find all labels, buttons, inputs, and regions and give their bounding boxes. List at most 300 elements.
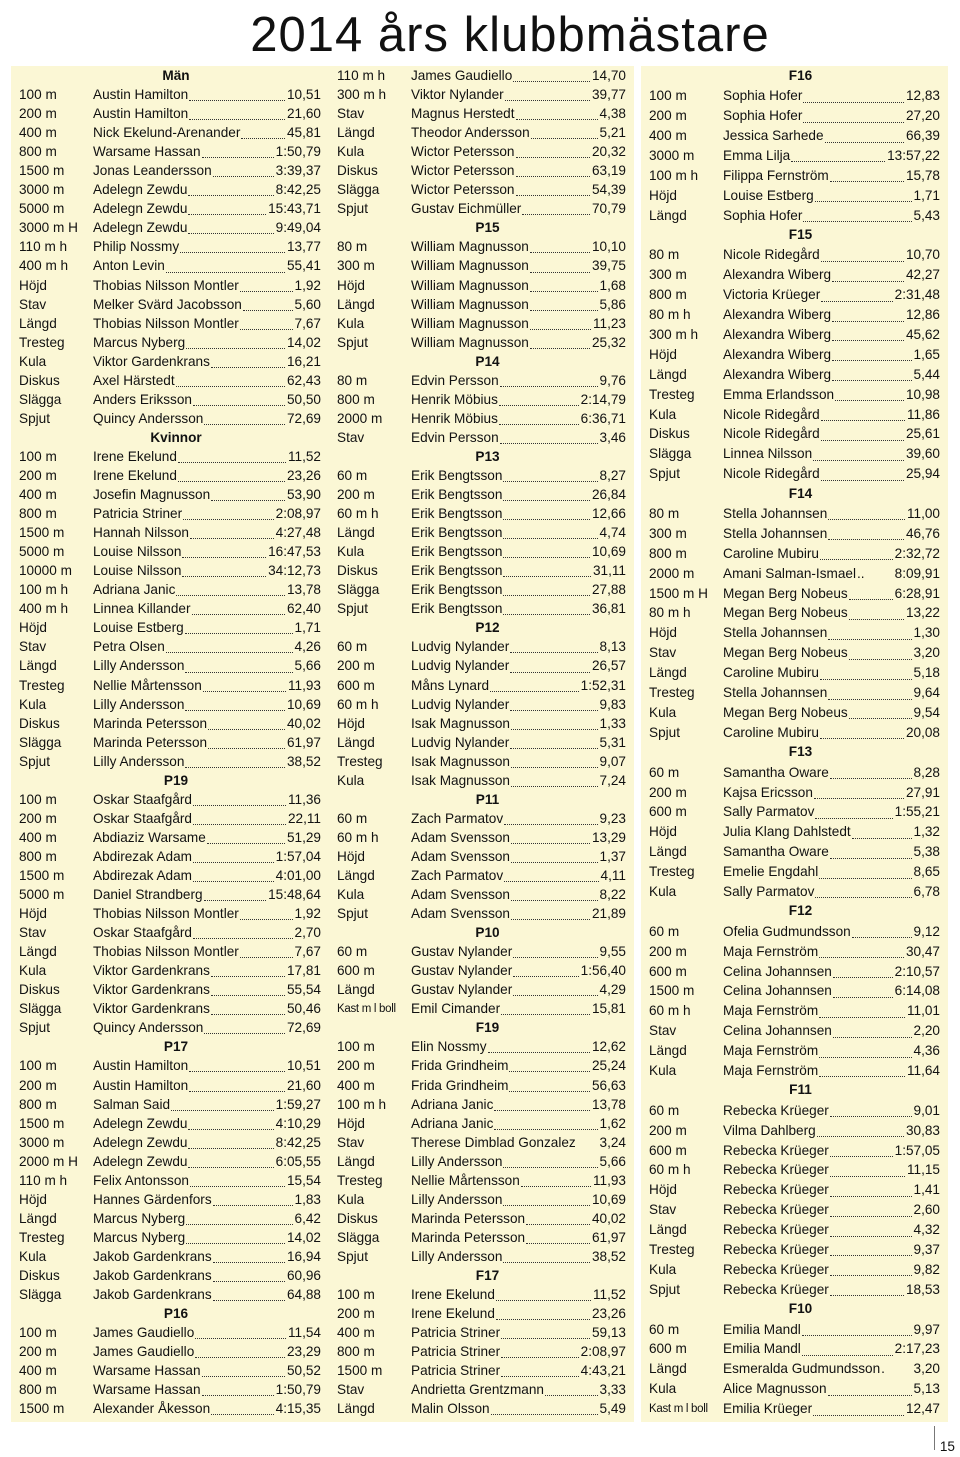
result-value: 8,28	[913, 764, 940, 780]
athlete-name: Viktor Gardenkrans	[93, 982, 210, 998]
athlete-name: Rebecka Krüeger	[723, 1241, 829, 1257]
result-row	[19, 1342, 321, 1361]
leader-dots	[830, 764, 912, 779]
athlete-name: Alexandra Wiberg	[723, 366, 832, 382]
athlete-name: Emil Cimander	[411, 1001, 501, 1017]
result-row	[337, 637, 626, 656]
leader-dots	[522, 201, 590, 216]
result-value: 18,53	[905, 1281, 940, 1297]
result-value: 4,32	[913, 1222, 940, 1238]
result-value: 9,07	[599, 753, 626, 769]
result-row	[337, 66, 626, 85]
event-name: Diskus	[649, 426, 690, 442]
leader-dots	[501, 1344, 578, 1359]
result-row	[649, 1041, 940, 1061]
result-value: 11,15	[906, 1162, 940, 1178]
athlete-name: Quincy Andersson	[93, 410, 204, 426]
athlete-name: Caroline Mubiru	[723, 545, 819, 561]
event-name: Kast m l boll	[649, 1402, 708, 1415]
event-name: Stav	[649, 645, 677, 661]
result-value: 3,24	[599, 1134, 626, 1150]
leader-dots	[501, 1363, 578, 1378]
leader-dots	[189, 106, 285, 121]
athlete-name: Megan Berg Nobeus	[723, 704, 848, 720]
result-value: 4,36	[913, 1043, 940, 1059]
event-name: Längd	[649, 844, 687, 860]
event-name: 800 m	[19, 848, 57, 864]
event-name: Kula	[649, 1261, 677, 1277]
leader-dots	[491, 1401, 598, 1416]
leader-dots	[821, 406, 905, 421]
result-row	[337, 237, 626, 256]
result-value: 53,90	[286, 487, 321, 503]
result-value: 1:57,04	[275, 848, 321, 864]
event-name: 60 m	[649, 1321, 680, 1337]
leader-dots	[819, 1003, 905, 1018]
leader-dots	[828, 685, 911, 700]
result-value: 59,13	[591, 1325, 626, 1341]
event-name: 100 m	[19, 448, 57, 464]
result-row	[19, 752, 321, 771]
result-row	[649, 623, 940, 643]
result-value: 25,94	[905, 466, 940, 482]
athlete-name: Rebecka Krüeger	[723, 1202, 829, 1218]
result-value: 55,41	[286, 258, 321, 274]
athlete-name: Adelegn Zewdu	[93, 1134, 188, 1150]
leader-dots	[825, 128, 904, 143]
result-row	[649, 205, 940, 225]
event-name: 1500 m	[19, 1401, 65, 1417]
athlete-name: Emilia Mandl	[723, 1341, 801, 1357]
result-row	[19, 1171, 321, 1190]
section-heading: P14	[475, 353, 500, 369]
leader-dots	[513, 963, 578, 978]
leader-dots	[828, 506, 905, 521]
event-name: 100 m	[19, 791, 57, 807]
event-name: 800 m	[19, 1096, 57, 1112]
athlete-name: Megan Berg Nobeus	[723, 605, 848, 621]
result-row	[649, 325, 940, 345]
leader-dots	[830, 1282, 904, 1297]
result-value: 21,60	[286, 106, 321, 122]
leader-dots	[186, 1210, 292, 1225]
leader-dots	[852, 824, 912, 839]
event-name: Diskus	[337, 1210, 378, 1226]
athlete-name: Rebecka Krüeger	[723, 1102, 829, 1118]
leader-dots	[833, 983, 893, 998]
athlete-name: Amani Salman-Ismael	[723, 565, 856, 581]
athlete-name: Erik Bengtsson	[411, 544, 503, 560]
event-name: 100 m	[337, 1287, 375, 1303]
event-name: Kula	[337, 772, 365, 788]
result-row	[19, 504, 321, 523]
result-value: 1,92	[294, 906, 321, 922]
athlete-name: Austin Hamilton	[93, 1077, 189, 1093]
athlete-name: Gustav Nylander	[411, 982, 513, 998]
result-value: 38,52	[591, 1248, 626, 1264]
result-row	[19, 618, 321, 637]
result-row	[19, 276, 321, 295]
result-value: 70,79	[591, 201, 626, 217]
result-row	[337, 1228, 626, 1247]
result-row	[19, 371, 321, 390]
athlete-name: Wictor Petersson	[411, 144, 515, 160]
result-value: 2:10,57	[894, 963, 940, 979]
result-row	[19, 390, 321, 409]
result-value: 11,93	[287, 677, 321, 693]
leader-dots	[830, 1222, 912, 1237]
result-value: 5,60	[294, 296, 321, 312]
athlete-name: Ludvig Nylander	[411, 658, 510, 674]
result-value: 9:49,04	[275, 220, 321, 236]
result-value: 26,57	[591, 658, 626, 674]
result-row	[19, 447, 321, 466]
result-row	[337, 409, 626, 428]
event-name: 60 m	[649, 1102, 680, 1118]
result-row	[649, 504, 940, 524]
event-name: 60 m h	[649, 1162, 691, 1178]
athlete-name: Nicole Ridegård	[723, 426, 820, 442]
athlete-name: Alexandra Wiberg	[723, 327, 832, 343]
leader-dots	[833, 1023, 912, 1038]
result-value: 14,70	[591, 68, 626, 84]
athlete-name: Warsame Hassan	[93, 1363, 201, 1379]
result-value: 4:27,48	[275, 525, 321, 541]
event-name: 200 m	[649, 1122, 687, 1138]
athlete-name: Warsame Hassan	[93, 1382, 201, 1398]
athlete-name: Irene Ekelund	[411, 1306, 495, 1322]
athlete-name: William Magnusson	[411, 296, 529, 312]
leader-dots	[516, 163, 590, 178]
result-row	[337, 1114, 626, 1133]
leader-dots	[830, 844, 912, 859]
result-row	[337, 771, 626, 790]
leader-dots	[501, 1001, 590, 1016]
page-title: 2014 års klubbmästare	[250, 8, 770, 62]
result-row	[19, 980, 321, 999]
result-value: 27,91	[905, 784, 940, 800]
athlete-name: Maja Fernström	[723, 943, 819, 959]
section-heading: P12	[475, 620, 500, 636]
result-row	[337, 866, 626, 885]
result-value: 1,92	[294, 277, 321, 293]
athlete-name: Emelie Engdahl	[723, 864, 819, 880]
result-value: 1:52,31	[580, 677, 626, 693]
result-value: 17,81	[286, 963, 321, 979]
event-name: Stav	[337, 1134, 365, 1150]
event-name: 3000 m	[649, 148, 695, 163]
event-name: Kula	[649, 704, 677, 720]
athlete-name: Andrietta Grentzmann	[411, 1382, 544, 1398]
athlete-name: Alexander Åkesson	[93, 1401, 211, 1417]
result-row	[337, 980, 626, 999]
event-name: Höjd	[649, 187, 677, 203]
leader-dots	[820, 546, 893, 561]
result-row	[19, 314, 321, 333]
leader-dots	[195, 1344, 285, 1359]
leader-dots	[513, 944, 597, 959]
athlete-name: Emilia Mandl	[723, 1321, 801, 1337]
result-row	[337, 1304, 626, 1323]
event-name: 80 m	[649, 506, 680, 522]
athlete-name: William Magnusson	[411, 239, 529, 255]
result-value: 1,33	[599, 715, 626, 731]
result-row	[337, 142, 626, 161]
result-value: 30,83	[905, 1122, 940, 1138]
section-heading: F12	[788, 903, 813, 919]
result-row	[337, 999, 626, 1018]
section-heading: F19	[475, 1020, 500, 1036]
athlete-name: William Magnusson	[411, 277, 529, 293]
event-name: 60 m	[337, 810, 368, 826]
result-row	[649, 1061, 940, 1081]
result-value: 5,38	[913, 844, 940, 860]
result-row	[649, 424, 940, 444]
result-row	[337, 676, 626, 695]
result-value: 1:50,79	[275, 144, 321, 160]
leader-dots	[821, 247, 904, 262]
event-name: Slägga	[19, 734, 62, 750]
leader-dots	[830, 1182, 912, 1197]
leader-dots	[503, 525, 597, 540]
result-value: 14,02	[286, 1229, 321, 1245]
result-value: 2:31,48	[894, 287, 940, 303]
result-row	[337, 161, 626, 180]
leader-dots	[494, 1096, 590, 1111]
result-row	[649, 663, 940, 683]
athlete-name: Stella Johannsen	[723, 525, 828, 541]
result-value: 10,69	[591, 1191, 626, 1207]
event-name: Stav	[649, 1202, 677, 1218]
result-value: 36,81	[591, 601, 626, 617]
leader-dots	[190, 1172, 285, 1187]
athlete-name: Josefin Magnusson	[93, 487, 211, 503]
leader-dots	[531, 125, 598, 140]
result-value: 15,81	[591, 1001, 626, 1017]
result-value: 3,20	[913, 645, 940, 661]
result-row	[19, 466, 321, 485]
leader-dots	[516, 182, 590, 197]
event-name: Längd	[649, 665, 687, 681]
leader-dots	[503, 506, 590, 521]
event-name: Kula	[649, 406, 677, 422]
event-name: Kula	[649, 1381, 677, 1397]
event-name: Kula	[19, 696, 47, 712]
result-row	[19, 1266, 321, 1285]
leader-dots	[182, 544, 266, 559]
leader-dots	[511, 848, 598, 863]
result-value: 6,42	[294, 1210, 321, 1226]
event-name: 3000 m	[19, 1134, 65, 1150]
result-value: 9,97	[913, 1321, 940, 1337]
event-name: 1500 m	[19, 1115, 65, 1131]
result-row	[337, 1323, 626, 1342]
event-name: 400 m	[19, 125, 57, 141]
event-name: Kula	[19, 963, 47, 979]
result-value: 21,89	[591, 906, 626, 922]
page-number: 15	[939, 1439, 955, 1454]
event-name: 600 m	[649, 804, 687, 820]
result-row	[337, 1247, 626, 1266]
leader-dots	[830, 168, 904, 183]
athlete-name: Adam Svensson	[411, 829, 510, 845]
section-heading: F14	[788, 485, 813, 501]
result-row	[19, 1152, 321, 1171]
leader-dots	[188, 201, 266, 216]
event-name: 200 m	[19, 810, 57, 826]
result-value: 1:56,40	[580, 963, 626, 979]
event-name: Spjut	[19, 753, 50, 769]
athlete-name: Marcus Nyberg	[93, 334, 186, 350]
event-name: Slägga	[19, 1287, 62, 1303]
leader-dots	[178, 448, 286, 463]
leader-dots	[490, 677, 579, 692]
event-name: Längd	[337, 982, 375, 998]
event-name: 100 m	[19, 1325, 57, 1341]
result-row	[649, 583, 940, 603]
event-name: Diskus	[19, 982, 60, 998]
leader-dots	[207, 829, 285, 844]
athlete-name: Alexandra Wiberg	[723, 307, 832, 323]
event-name: Längd	[337, 125, 375, 141]
leader-dots	[185, 620, 293, 635]
result-value: 3,20	[913, 1361, 940, 1377]
leader-dots	[202, 1382, 274, 1397]
result-value: 2:32,72	[894, 545, 940, 561]
event-name: Kula	[19, 353, 47, 369]
event-name: Stav	[19, 639, 47, 655]
result-value: 62,40	[286, 601, 321, 617]
result-value: 5,44	[913, 366, 940, 382]
result-row	[19, 809, 321, 828]
result-row	[337, 580, 626, 599]
event-name: Kula	[337, 315, 365, 331]
athlete-name: Louise Nilsson	[93, 563, 182, 579]
event-name: Längd	[649, 1361, 687, 1377]
leader-dots	[510, 658, 590, 673]
result-value: 25,32	[591, 334, 626, 350]
leader-dots	[188, 182, 273, 197]
result-row	[19, 295, 321, 314]
result-value: 1,37	[599, 848, 626, 864]
leader-dots	[195, 1325, 286, 1340]
event-name: 600 m	[649, 963, 687, 979]
result-row	[649, 364, 940, 384]
result-value: 9,01	[913, 1102, 940, 1118]
athlete-name: Sophia Hofer	[723, 108, 803, 124]
result-row	[337, 714, 626, 733]
leader-dots	[188, 220, 273, 235]
event-name: 80 m h	[649, 307, 691, 323]
leader-dots	[530, 239, 590, 254]
leader-dots	[193, 925, 293, 940]
athlete-name: Austin Hamilton	[93, 87, 189, 103]
athlete-name: Philip Nossmy	[93, 239, 180, 255]
result-value: 6:28,91	[894, 585, 940, 601]
result-row	[337, 904, 626, 923]
athlete-name: Gustav Nylander	[411, 944, 513, 960]
result-row	[337, 1190, 626, 1209]
result-row	[337, 942, 626, 961]
event-name: 300 m h	[337, 87, 387, 103]
result-value: 23,26	[286, 468, 321, 483]
result-value: 10,98	[905, 386, 940, 402]
result-row	[19, 866, 321, 885]
athlete-name: Hannes Gärdenfors	[93, 1191, 212, 1207]
event-name: Längd	[19, 315, 57, 331]
athlete-name: Emma Erlandsson	[723, 386, 835, 402]
result-row	[337, 1171, 626, 1190]
athlete-name: Maja Fernström	[723, 1043, 819, 1059]
result-row	[337, 504, 626, 523]
leader-dots	[213, 1267, 285, 1282]
athlete-name: Esmeralda Gudmundsson	[723, 1361, 881, 1377]
athlete-name: Sophia Hofer	[723, 88, 803, 104]
event-name: Stav	[19, 296, 47, 312]
event-name: Höjd	[649, 625, 677, 641]
event-name: 80 m	[649, 247, 680, 263]
result-value: 10,51	[286, 87, 321, 103]
result-row	[19, 580, 321, 599]
athlete-name: Jakob Gardenkrans	[93, 1287, 212, 1303]
result-row	[337, 809, 626, 828]
athlete-name: Sally Parmatov	[723, 804, 815, 820]
leader-dots	[814, 784, 904, 799]
result-value: 20,08	[905, 724, 940, 740]
result-row	[649, 1259, 940, 1279]
leader-dots	[813, 446, 904, 461]
leader-dots	[830, 1103, 912, 1118]
athlete-name: Jakob Gardenkrans	[93, 1267, 212, 1283]
result-value: 30,47	[905, 943, 940, 959]
result-value: 8:42,25	[275, 182, 321, 198]
event-name: 80 m	[337, 239, 368, 255]
leader-dots	[832, 327, 904, 342]
event-name: Spjut	[337, 201, 368, 217]
athlete-name: Erik Bengtsson	[411, 601, 503, 617]
leader-dots	[213, 1191, 293, 1206]
result-row	[337, 599, 626, 618]
athlete-name: Henrik Möbius	[411, 410, 498, 426]
athlete-name: Emma Lilja	[723, 148, 791, 163]
leader-dots	[832, 367, 911, 382]
event-name: 2000 m	[649, 565, 695, 581]
event-name: 1500 m	[19, 163, 65, 179]
athlete-name: Nick Ekelund-Arenander	[93, 125, 241, 141]
athlete-name: Warsame Hassan	[93, 144, 201, 160]
result-row	[19, 104, 321, 123]
athlete-name: Caroline Mubiru	[723, 665, 819, 681]
event-name: Stav	[337, 106, 365, 122]
leader-dots	[503, 1153, 597, 1168]
result-row	[337, 733, 626, 752]
result-row	[649, 1339, 940, 1359]
event-name: 60 m	[337, 944, 368, 960]
event-name: Tresteg	[649, 386, 695, 402]
result-value: 40,02	[286, 715, 321, 731]
result-row	[19, 1228, 321, 1247]
leader-dots	[849, 585, 893, 600]
result-value: 7,24	[599, 772, 626, 788]
result-row	[19, 847, 321, 866]
section-heading: F15	[788, 227, 813, 243]
leader-dots	[830, 1162, 905, 1177]
result-value: 5,66	[599, 1153, 626, 1169]
athlete-name: Emilia Krüeger	[723, 1401, 813, 1417]
athlete-name: Alexandra Wiberg	[723, 346, 832, 362]
result-row	[337, 199, 626, 218]
result-value: 15:48,64	[268, 887, 321, 903]
